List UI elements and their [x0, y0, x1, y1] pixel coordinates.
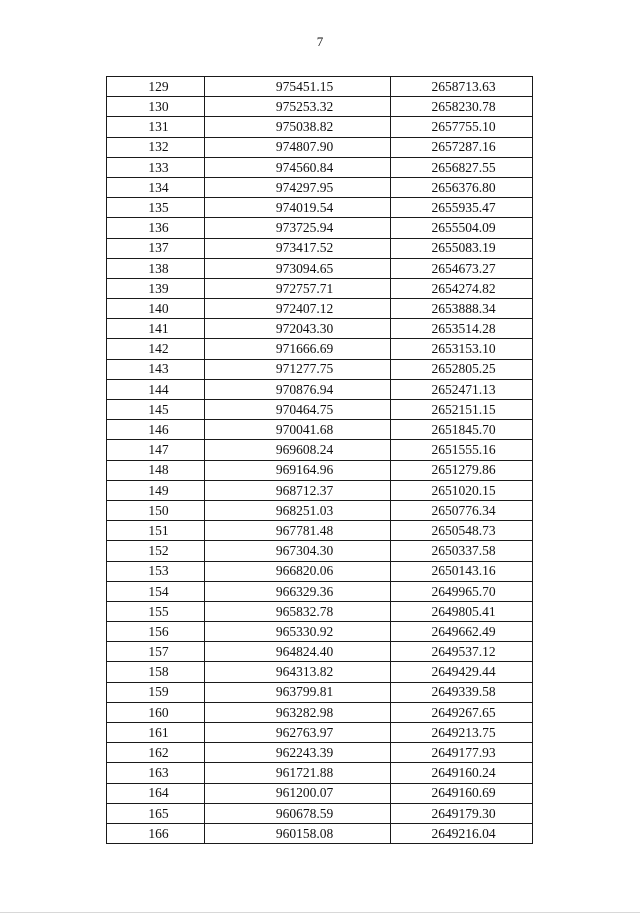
x-coordinate-cell: 964824.40	[205, 642, 391, 662]
table-row	[107, 379, 533, 399]
point-number-cell: 160	[107, 702, 205, 722]
x-coordinate-cell: 962763.97	[205, 723, 391, 743]
y-coordinate-cell: 2653514.28	[391, 319, 533, 339]
table-row	[107, 460, 533, 480]
bottom-edge-rule	[0, 912, 640, 913]
x-coordinate-cell: 975253.32	[205, 97, 391, 117]
point-number-cell: 145	[107, 400, 205, 420]
table-row	[107, 682, 533, 702]
y-coordinate-cell: 2651555.16	[391, 440, 533, 460]
x-coordinate-cell: 960158.08	[205, 823, 391, 843]
point-number-cell: 156	[107, 622, 205, 642]
point-number-cell: 140	[107, 299, 205, 319]
x-coordinate-cell: 965330.92	[205, 622, 391, 642]
y-coordinate-cell: 2649216.04	[391, 823, 533, 843]
x-coordinate-cell: 974560.84	[205, 157, 391, 177]
point-number-cell: 133	[107, 157, 205, 177]
table-row	[107, 359, 533, 379]
table-row	[107, 177, 533, 197]
table-row	[107, 238, 533, 258]
x-coordinate-cell: 970464.75	[205, 400, 391, 420]
y-coordinate-cell: 2651020.15	[391, 480, 533, 500]
y-coordinate-cell: 2655083.19	[391, 238, 533, 258]
point-number-cell: 148	[107, 460, 205, 480]
x-coordinate-cell: 970876.94	[205, 379, 391, 399]
point-number-cell: 139	[107, 278, 205, 298]
x-coordinate-cell: 972407.12	[205, 299, 391, 319]
table-row	[107, 157, 533, 177]
x-coordinate-cell: 966820.06	[205, 561, 391, 581]
table-row	[107, 763, 533, 783]
point-number-cell: 149	[107, 480, 205, 500]
table-row	[107, 400, 533, 420]
x-coordinate-cell: 961721.88	[205, 763, 391, 783]
y-coordinate-cell: 2649179.30	[391, 803, 533, 823]
point-number-cell: 161	[107, 723, 205, 743]
table-row	[107, 137, 533, 157]
table-row	[107, 480, 533, 500]
x-coordinate-cell: 973417.52	[205, 238, 391, 258]
y-coordinate-cell: 2653888.34	[391, 299, 533, 319]
table-row	[107, 339, 533, 359]
x-coordinate-cell: 968712.37	[205, 480, 391, 500]
y-coordinate-cell: 2649160.69	[391, 783, 533, 803]
table-row	[107, 581, 533, 601]
y-coordinate-cell: 2658713.63	[391, 77, 533, 97]
x-coordinate-cell: 965832.78	[205, 601, 391, 621]
x-coordinate-cell: 974019.54	[205, 198, 391, 218]
x-coordinate-cell: 969164.96	[205, 460, 391, 480]
x-coordinate-cell: 975451.15	[205, 77, 391, 97]
y-coordinate-cell: 2658230.78	[391, 97, 533, 117]
y-coordinate-cell: 2649805.41	[391, 601, 533, 621]
point-number-cell: 135	[107, 198, 205, 218]
point-number-cell: 147	[107, 440, 205, 460]
x-coordinate-cell: 971277.75	[205, 359, 391, 379]
point-number-cell: 130	[107, 97, 205, 117]
x-coordinate-cell: 974807.90	[205, 137, 391, 157]
coordinate-table-body	[107, 77, 533, 844]
coordinate-table	[106, 76, 533, 844]
y-coordinate-cell: 2651279.86	[391, 460, 533, 480]
table-row	[107, 258, 533, 278]
y-coordinate-cell: 2649160.24	[391, 763, 533, 783]
table-row	[107, 561, 533, 581]
x-coordinate-cell: 967304.30	[205, 541, 391, 561]
y-coordinate-cell: 2656827.55	[391, 157, 533, 177]
y-coordinate-cell: 2649213.75	[391, 723, 533, 743]
y-coordinate-cell: 2654673.27	[391, 258, 533, 278]
point-number-cell: 159	[107, 682, 205, 702]
x-coordinate-cell: 966329.36	[205, 581, 391, 601]
point-number-cell: 142	[107, 339, 205, 359]
point-number-cell: 166	[107, 823, 205, 843]
x-coordinate-cell: 963799.81	[205, 682, 391, 702]
x-coordinate-cell: 967781.48	[205, 521, 391, 541]
y-coordinate-cell: 2649662.49	[391, 622, 533, 642]
x-coordinate-cell: 973725.94	[205, 218, 391, 238]
table-row	[107, 117, 533, 137]
y-coordinate-cell: 2649177.93	[391, 743, 533, 763]
x-coordinate-cell: 972043.30	[205, 319, 391, 339]
x-coordinate-cell: 960678.59	[205, 803, 391, 823]
x-coordinate-cell: 971666.69	[205, 339, 391, 359]
y-coordinate-cell: 2651845.70	[391, 420, 533, 440]
table-row	[107, 77, 533, 97]
x-coordinate-cell: 964313.82	[205, 662, 391, 682]
y-coordinate-cell: 2649537.12	[391, 642, 533, 662]
table-row	[107, 783, 533, 803]
table-row	[107, 440, 533, 460]
point-number-cell: 157	[107, 642, 205, 662]
y-coordinate-cell: 2657755.10	[391, 117, 533, 137]
x-coordinate-cell: 963282.98	[205, 702, 391, 722]
table-row	[107, 420, 533, 440]
y-coordinate-cell: 2650776.34	[391, 500, 533, 520]
y-coordinate-cell: 2650548.73	[391, 521, 533, 541]
table-row	[107, 803, 533, 823]
point-number-cell: 132	[107, 137, 205, 157]
x-coordinate-cell: 972757.71	[205, 278, 391, 298]
table-row	[107, 299, 533, 319]
y-coordinate-cell: 2655935.47	[391, 198, 533, 218]
y-coordinate-cell: 2649339.58	[391, 682, 533, 702]
table-row	[107, 662, 533, 682]
x-coordinate-cell: 962243.39	[205, 743, 391, 763]
point-number-cell: 141	[107, 319, 205, 339]
y-coordinate-cell: 2654274.82	[391, 278, 533, 298]
y-coordinate-cell: 2649965.70	[391, 581, 533, 601]
x-coordinate-cell: 974297.95	[205, 177, 391, 197]
x-coordinate-cell: 973094.65	[205, 258, 391, 278]
table-row	[107, 622, 533, 642]
point-number-cell: 143	[107, 359, 205, 379]
y-coordinate-cell: 2652151.15	[391, 400, 533, 420]
x-coordinate-cell: 970041.68	[205, 420, 391, 440]
point-number-cell: 163	[107, 763, 205, 783]
table-row	[107, 319, 533, 339]
point-number-cell: 152	[107, 541, 205, 561]
point-number-cell: 144	[107, 379, 205, 399]
y-coordinate-cell: 2650337.58	[391, 541, 533, 561]
table-row	[107, 723, 533, 743]
point-number-cell: 137	[107, 238, 205, 258]
table-row	[107, 601, 533, 621]
point-number-cell: 150	[107, 500, 205, 520]
point-number-cell: 136	[107, 218, 205, 238]
x-coordinate-cell: 969608.24	[205, 440, 391, 460]
table-row	[107, 541, 533, 561]
point-number-cell: 155	[107, 601, 205, 621]
point-number-cell: 162	[107, 743, 205, 763]
point-number-cell: 165	[107, 803, 205, 823]
table-row	[107, 218, 533, 238]
table-row	[107, 198, 533, 218]
point-number-cell: 134	[107, 177, 205, 197]
y-coordinate-cell: 2657287.16	[391, 137, 533, 157]
table-row	[107, 97, 533, 117]
x-coordinate-cell: 961200.07	[205, 783, 391, 803]
table-row	[107, 743, 533, 763]
y-coordinate-cell: 2652471.13	[391, 379, 533, 399]
point-number-cell: 153	[107, 561, 205, 581]
y-coordinate-cell: 2653153.10	[391, 339, 533, 359]
point-number-cell: 129	[107, 77, 205, 97]
point-number-cell: 164	[107, 783, 205, 803]
point-number-cell: 151	[107, 521, 205, 541]
table-row	[107, 823, 533, 843]
point-number-cell: 138	[107, 258, 205, 278]
table-row	[107, 500, 533, 520]
table-row	[107, 278, 533, 298]
y-coordinate-cell: 2649267.65	[391, 702, 533, 722]
page-number: 7	[316, 34, 324, 49]
y-coordinate-cell: 2655504.09	[391, 218, 533, 238]
x-coordinate-cell: 975038.82	[205, 117, 391, 137]
point-number-cell: 154	[107, 581, 205, 601]
point-number-cell: 146	[107, 420, 205, 440]
y-coordinate-cell: 2652805.25	[391, 359, 533, 379]
table-row	[107, 521, 533, 541]
y-coordinate-cell: 2650143.16	[391, 561, 533, 581]
table-row	[107, 642, 533, 662]
x-coordinate-cell: 968251.03	[205, 500, 391, 520]
point-number-cell: 131	[107, 117, 205, 137]
y-coordinate-cell: 2649429.44	[391, 662, 533, 682]
y-coordinate-cell: 2656376.80	[391, 177, 533, 197]
point-number-cell: 158	[107, 662, 205, 682]
table-row	[107, 702, 533, 722]
